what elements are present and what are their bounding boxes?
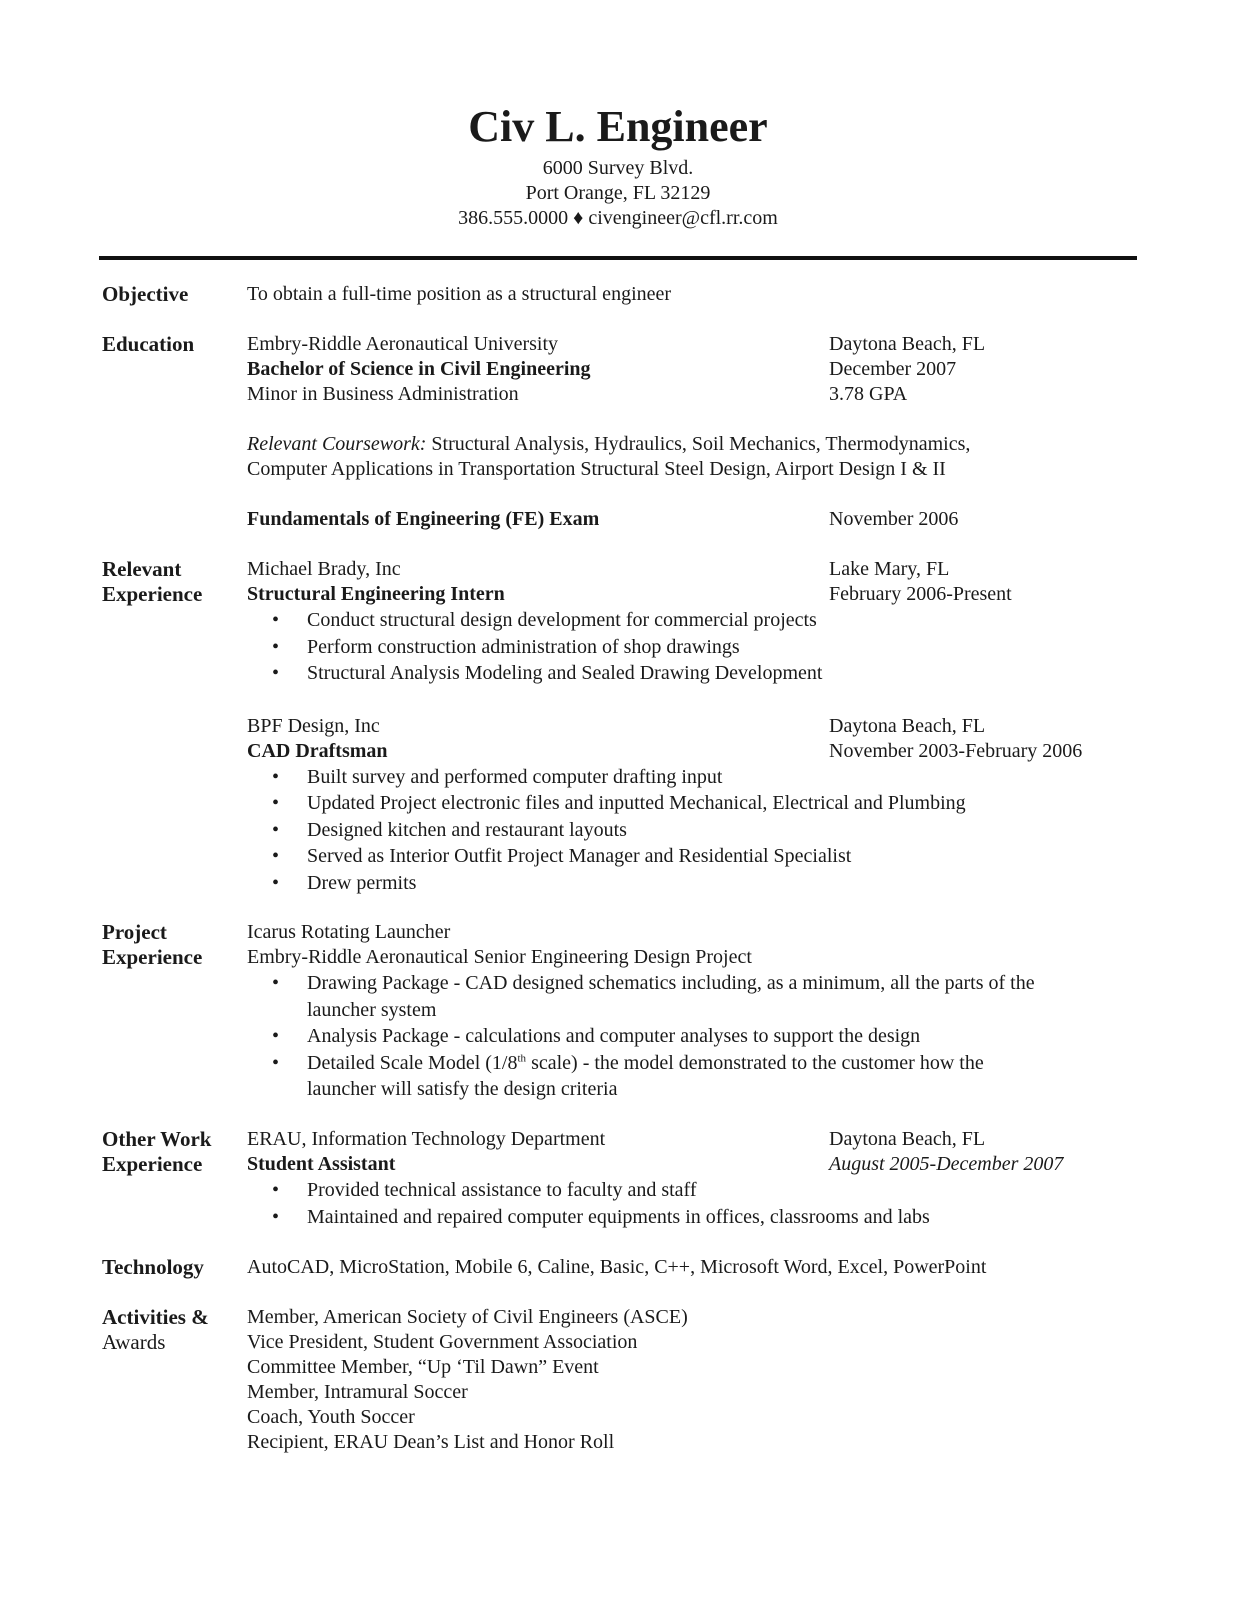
- job-entry: [247, 557, 1137, 687]
- exam-row: [247, 507, 1137, 532]
- label-line-1: Activities &: [102, 1305, 209, 1329]
- job-entry: [247, 714, 1137, 897]
- coursework-line-2: Computer Applications in Transportation Structural Steel Design, Airport Design I & II: [247, 458, 946, 480]
- project-bullets: [247, 970, 1047, 1103]
- bullet-icon: •: [272, 871, 280, 894]
- project-name: Icarus Rotating Launcher: [247, 921, 451, 943]
- bullet-icon: •: [272, 1051, 280, 1074]
- coursework-label: Relevant Coursework:: [247, 433, 427, 455]
- list-item: Vice President, Student Government Association: [247, 1331, 638, 1353]
- bullet-icon: •: [272, 845, 280, 867]
- list-item: • Drawing Package - CAD designed schematics including, as a minimum, all the parts of the launcher system: [272, 972, 1035, 1021]
- bullet-icon: •: [272, 818, 280, 841]
- label-line-1: Project: [102, 920, 167, 944]
- job-dates: February 2006-Present: [829, 583, 1012, 605]
- bullet-icon: •: [272, 635, 280, 658]
- list-item: • Updated Project electronic files and inputted Mechanical, Electrical and Plumbing: [247, 790, 1137, 817]
- label-line-2: Experience: [102, 582, 203, 606]
- list-item: Coach, Youth Soccer: [247, 1406, 415, 1428]
- phone-number: 386.555.0000: [458, 207, 569, 229]
- list-item: • Analysis Package - calculations and computer analyses to support the design: [247, 1023, 1047, 1050]
- label-line-2: Experience: [102, 1152, 203, 1176]
- job-company: Michael Brady, Inc: [247, 558, 401, 580]
- list-item: • Built survey and performed computer drafting input: [247, 764, 1137, 791]
- job-dates: August 2005-December 2007: [829, 1153, 1064, 1175]
- list-item: • Served as Interior Outfit Project Manager and Residential Specialist: [247, 843, 1137, 870]
- label-line-1: Other Work: [102, 1127, 212, 1151]
- bullet-icon: •: [272, 765, 280, 788]
- resume-header: [0, 98, 1236, 231]
- section-label-technology: Technology: [102, 1255, 204, 1279]
- school-name: Embry-Riddle Aeronautical University: [247, 333, 559, 355]
- list-item: Member, Intramural Soccer: [247, 1381, 468, 1403]
- job-bullets: [247, 764, 1137, 897]
- section-label-education: Education: [102, 332, 195, 356]
- job-bullets: [247, 1177, 1137, 1230]
- address-line-1: 6000 Survey Blvd.: [542, 157, 694, 179]
- job-company-row: [247, 714, 1137, 739]
- label-line-1: Relevant: [102, 557, 182, 581]
- job-title-row: [247, 1152, 1137, 1177]
- list-item: • Conduct structural design development for commercial projects: [247, 607, 1137, 634]
- job-location: Daytona Beach, FL: [829, 714, 986, 737]
- job-dates: November 2003-February 2006: [829, 739, 1083, 762]
- list-item: • Drew permits: [247, 870, 1137, 897]
- list-item: • Structural Analysis Modeling and Sealed Drawing Development: [247, 660, 1137, 687]
- job-title-row: [247, 582, 1137, 607]
- job-title: Student Assistant: [247, 1153, 396, 1175]
- label-line-2: Experience: [102, 945, 203, 969]
- objective-text: To obtain a full-time position as a structural engineer: [247, 283, 672, 305]
- label-line-2: Awards: [102, 1330, 166, 1354]
- job-title: Structural Engineering Intern: [247, 583, 505, 605]
- list-item: • Perform construction administration of shop drawings: [247, 634, 1137, 661]
- address-line-2: Port Orange, FL 32129: [525, 182, 711, 204]
- list-item: • Maintained and repaired computer equipments in offices, classrooms and labs: [247, 1204, 1137, 1231]
- project-context: Embry-Riddle Aeronautical Senior Engineering Design Project: [247, 946, 752, 968]
- section-label-other-work: [102, 1127, 242, 1177]
- bullet-icon: •: [272, 1205, 280, 1228]
- education-school-row: [247, 332, 1137, 357]
- contact-line: [0, 206, 1236, 231]
- diamond-separator-icon: ♦: [573, 207, 584, 229]
- degree-name: Bachelor of Science in Civil Engineering: [247, 358, 591, 380]
- section-label-project-experience: [102, 920, 242, 970]
- list-item: Member, American Society of Civil Engineers (ASCE): [247, 1306, 688, 1328]
- bullet-icon: •: [272, 1179, 280, 1201]
- coursework-line-1: [247, 432, 1137, 457]
- education-minor-row: [247, 382, 1137, 407]
- section-label-objective: Objective: [102, 282, 189, 306]
- job-company: BPF Design, Inc: [247, 714, 380, 737]
- list-item: • Detailed Scale Model (1/8th scale) - the model demonstrated to the customer how the launcher will satisfy the design criteria: [272, 1051, 984, 1100]
- education-degree-row: [247, 357, 1137, 382]
- bullet-icon: •: [272, 609, 280, 631]
- job-title: CAD Draftsman: [247, 739, 388, 762]
- technology-list: AutoCAD, MicroStation, Mobile 6, Caline, Basic, C++, Microsoft Word, Excel, PowerPoint: [247, 1256, 987, 1278]
- job-company: ERAU, Information Technology Department: [247, 1128, 606, 1150]
- list-item: Recipient, ERAU Dean’s List and Honor Roll: [247, 1431, 615, 1453]
- header-divider: [99, 256, 1137, 260]
- job-location: Lake Mary, FL: [829, 558, 950, 580]
- list-item: • Designed kitchen and restaurant layouts: [247, 817, 1137, 844]
- list-item: • Provided technical assistance to faculty and staff: [247, 1177, 1137, 1204]
- school-location: Daytona Beach, FL: [829, 333, 986, 355]
- bullet-icon: •: [272, 662, 280, 684]
- email-address: civengineer@cfl.rr.com: [588, 207, 778, 229]
- job-company-row: [247, 1127, 1137, 1152]
- exam-date: November 2006: [829, 508, 959, 530]
- job-title-row: [247, 739, 1137, 764]
- candidate-name: Civ L. Engineer: [468, 102, 768, 151]
- gpa-value: 3.78 GPA: [829, 383, 908, 405]
- job-location: Daytona Beach, FL: [829, 1128, 986, 1150]
- degree-date: December 2007: [829, 358, 957, 380]
- job-company-row: [247, 557, 1137, 582]
- bullet-icon: •: [272, 1025, 280, 1047]
- coursework-text-1: Structural Analysis, Hydraulics, Soil Mechanics, Thermodynamics,: [426, 433, 971, 455]
- minor-name: Minor in Business Administration: [247, 383, 519, 405]
- exam-name: Fundamentals of Engineering (FE) Exam: [247, 508, 600, 530]
- section-label-activities: [102, 1305, 242, 1355]
- bullet-icon: •: [272, 792, 280, 814]
- section-label-relevant-experience: [102, 557, 242, 607]
- job-bullets: [247, 607, 1137, 687]
- list-item: Committee Member, “Up ‘Til Dawn” Event: [247, 1356, 599, 1378]
- bullet-icon: •: [272, 972, 280, 994]
